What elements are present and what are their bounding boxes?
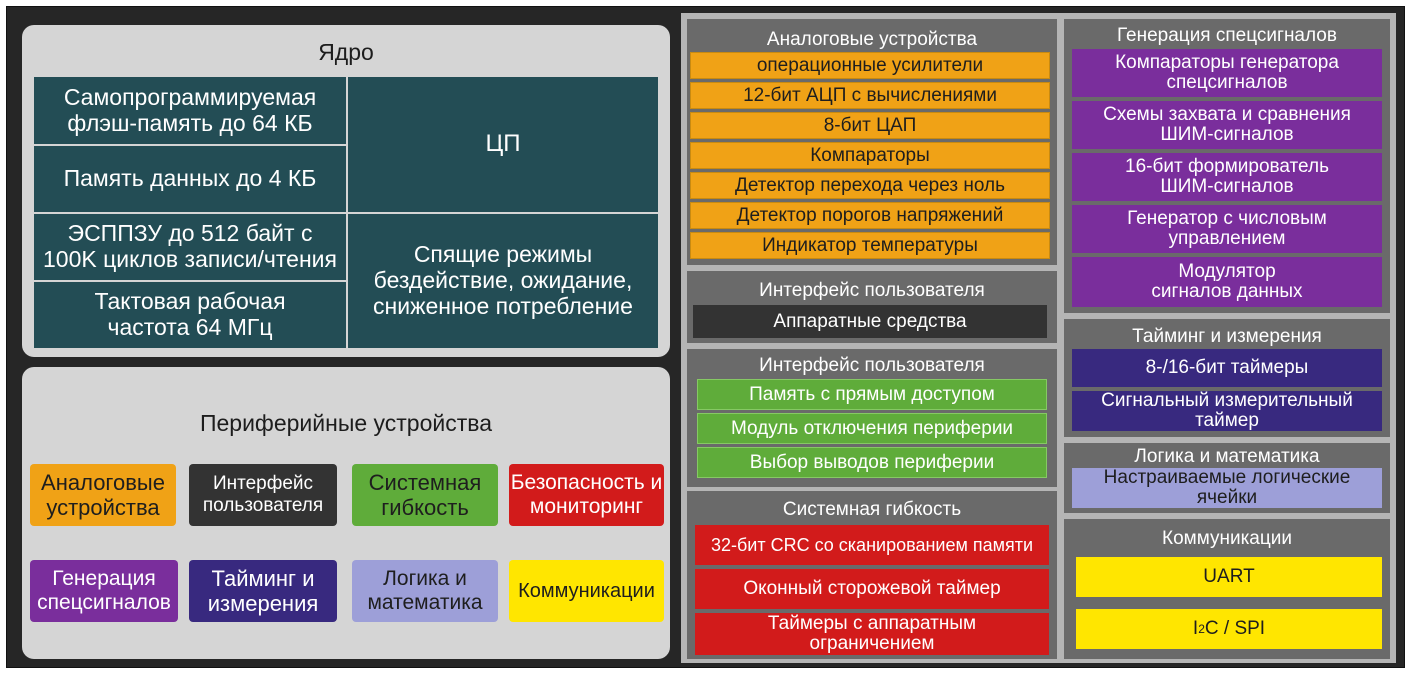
logic-section-title: Логика и математика [1134, 446, 1320, 467]
logic-section [1064, 443, 1390, 513]
waveform-item-dsm: Модулятор сигналов данных [1072, 257, 1382, 307]
comm-i2c-sup: 2 [1198, 621, 1205, 636]
core-cpu-cell: ЦП [348, 77, 658, 212]
waveform-item-nco: Генератор с числовым управлением [1072, 205, 1382, 253]
legend-safety-monitoring: Безопасность и мониторинг [509, 464, 664, 526]
analog-item-zero-cross: Детектор перехода через ноль [690, 172, 1050, 199]
timing-section [1064, 319, 1390, 437]
core-panel [22, 25, 670, 357]
system-section-title: Системная гибкость [782, 499, 962, 520]
comm-section [1064, 519, 1390, 659]
waveform-item-comparators: Компараторы генератора спецсигналов [1072, 49, 1382, 97]
timing-item-timers: 8-/16-бит таймеры [1072, 349, 1382, 387]
ui-hardware-item: Аппаратные средства [693, 305, 1047, 338]
analog-item-opamp: операционные усилители [690, 52, 1050, 79]
analog-item-temperature: Индикатор температуры [690, 232, 1050, 259]
legend-logic-math: Логика и математика [352, 560, 498, 622]
ui-memory-item-dma: Память с прямым доступом [697, 379, 1047, 410]
legend-analog: Аналоговые устройства [30, 464, 176, 526]
waveform-item-ccp: Схемы захвата и сравнения ШИМ-сигналов [1072, 101, 1382, 149]
system-item-hlt: Таймеры с аппаратным ограничением [695, 613, 1049, 655]
legend-waveform: Генерация спецсигналов [30, 560, 178, 622]
peripherals-title: Периферийные устройства [199, 410, 493, 436]
core-title: Ядро [318, 39, 374, 65]
waveform-section-title: Генерация спецсигналов [1117, 25, 1337, 46]
legend-user-interface: Интерфейс пользователя [189, 464, 337, 526]
core-flash-cell: Самопрограммируемая флэш-память до 64 КБ [34, 77, 346, 144]
core-clock-cell: Тактовая рабочая частота 64 МГц [34, 282, 346, 348]
analog-item-adc: 12-бит АЦП с вычислениями [690, 82, 1050, 109]
peripherals-panel [22, 367, 670, 659]
legend-timing: Тайминг и измерения [189, 560, 337, 622]
core-ram-cell: Память данных до 4 КБ [34, 146, 346, 212]
legend-communications: Коммуникации [509, 560, 664, 622]
analog-item-voltage-detect: Детектор порогов напряжений [690, 202, 1050, 229]
analog-section-title: Аналоговые устройства [766, 29, 978, 50]
comm-i2c-rest: C / SPI [1204, 618, 1266, 640]
ui-memory-title: Интерфейс пользователя [759, 355, 985, 376]
comm-section-title: Коммуникации [1162, 528, 1292, 549]
comm-item-i2c-spi [1076, 609, 1382, 649]
core-eeprom-cell: ЭСППЗУ до 512 байт с 100K циклов записи/чтения [34, 214, 346, 280]
analog-item-comparators: Компараторы [690, 142, 1050, 169]
comm-i2c-base: I [1192, 618, 1199, 640]
system-item-wdt: Оконный сторожевой таймер [695, 569, 1049, 609]
timing-item-smt: Сигнальный измерительный таймер [1072, 391, 1382, 431]
ui-memory-section [687, 349, 1057, 487]
logic-item-clc: Настраиваемые логические ячейки [1072, 468, 1382, 508]
ui-hardware-section [687, 271, 1057, 343]
system-section [687, 491, 1057, 659]
legend-system-flexibility: Системная гибкость [352, 464, 498, 526]
system-item-crc: 32-бит CRC со сканированием памяти [695, 525, 1049, 565]
diagram-frame [6, 6, 1405, 668]
comm-item-uart: UART [1076, 557, 1382, 597]
analog-item-dac: 8-бит ЦАП [690, 112, 1050, 139]
analog-section [687, 19, 1057, 265]
core-sleep-cell: Спящие режимы бездействие, ожидание, сниженное потребление [348, 214, 658, 348]
timing-section-title: Тайминг и измерения [1132, 326, 1322, 347]
ui-hardware-title: Интерфейс пользователя [759, 280, 985, 301]
ui-memory-item-pmd: Модуль отключения периферии [697, 413, 1047, 444]
ui-memory-item-pps: Выбор выводов периферии [697, 447, 1047, 478]
waveform-item-pwm16: 16-бит формирователь ШИМ-сигналов [1072, 153, 1382, 201]
waveform-section [1064, 19, 1390, 313]
